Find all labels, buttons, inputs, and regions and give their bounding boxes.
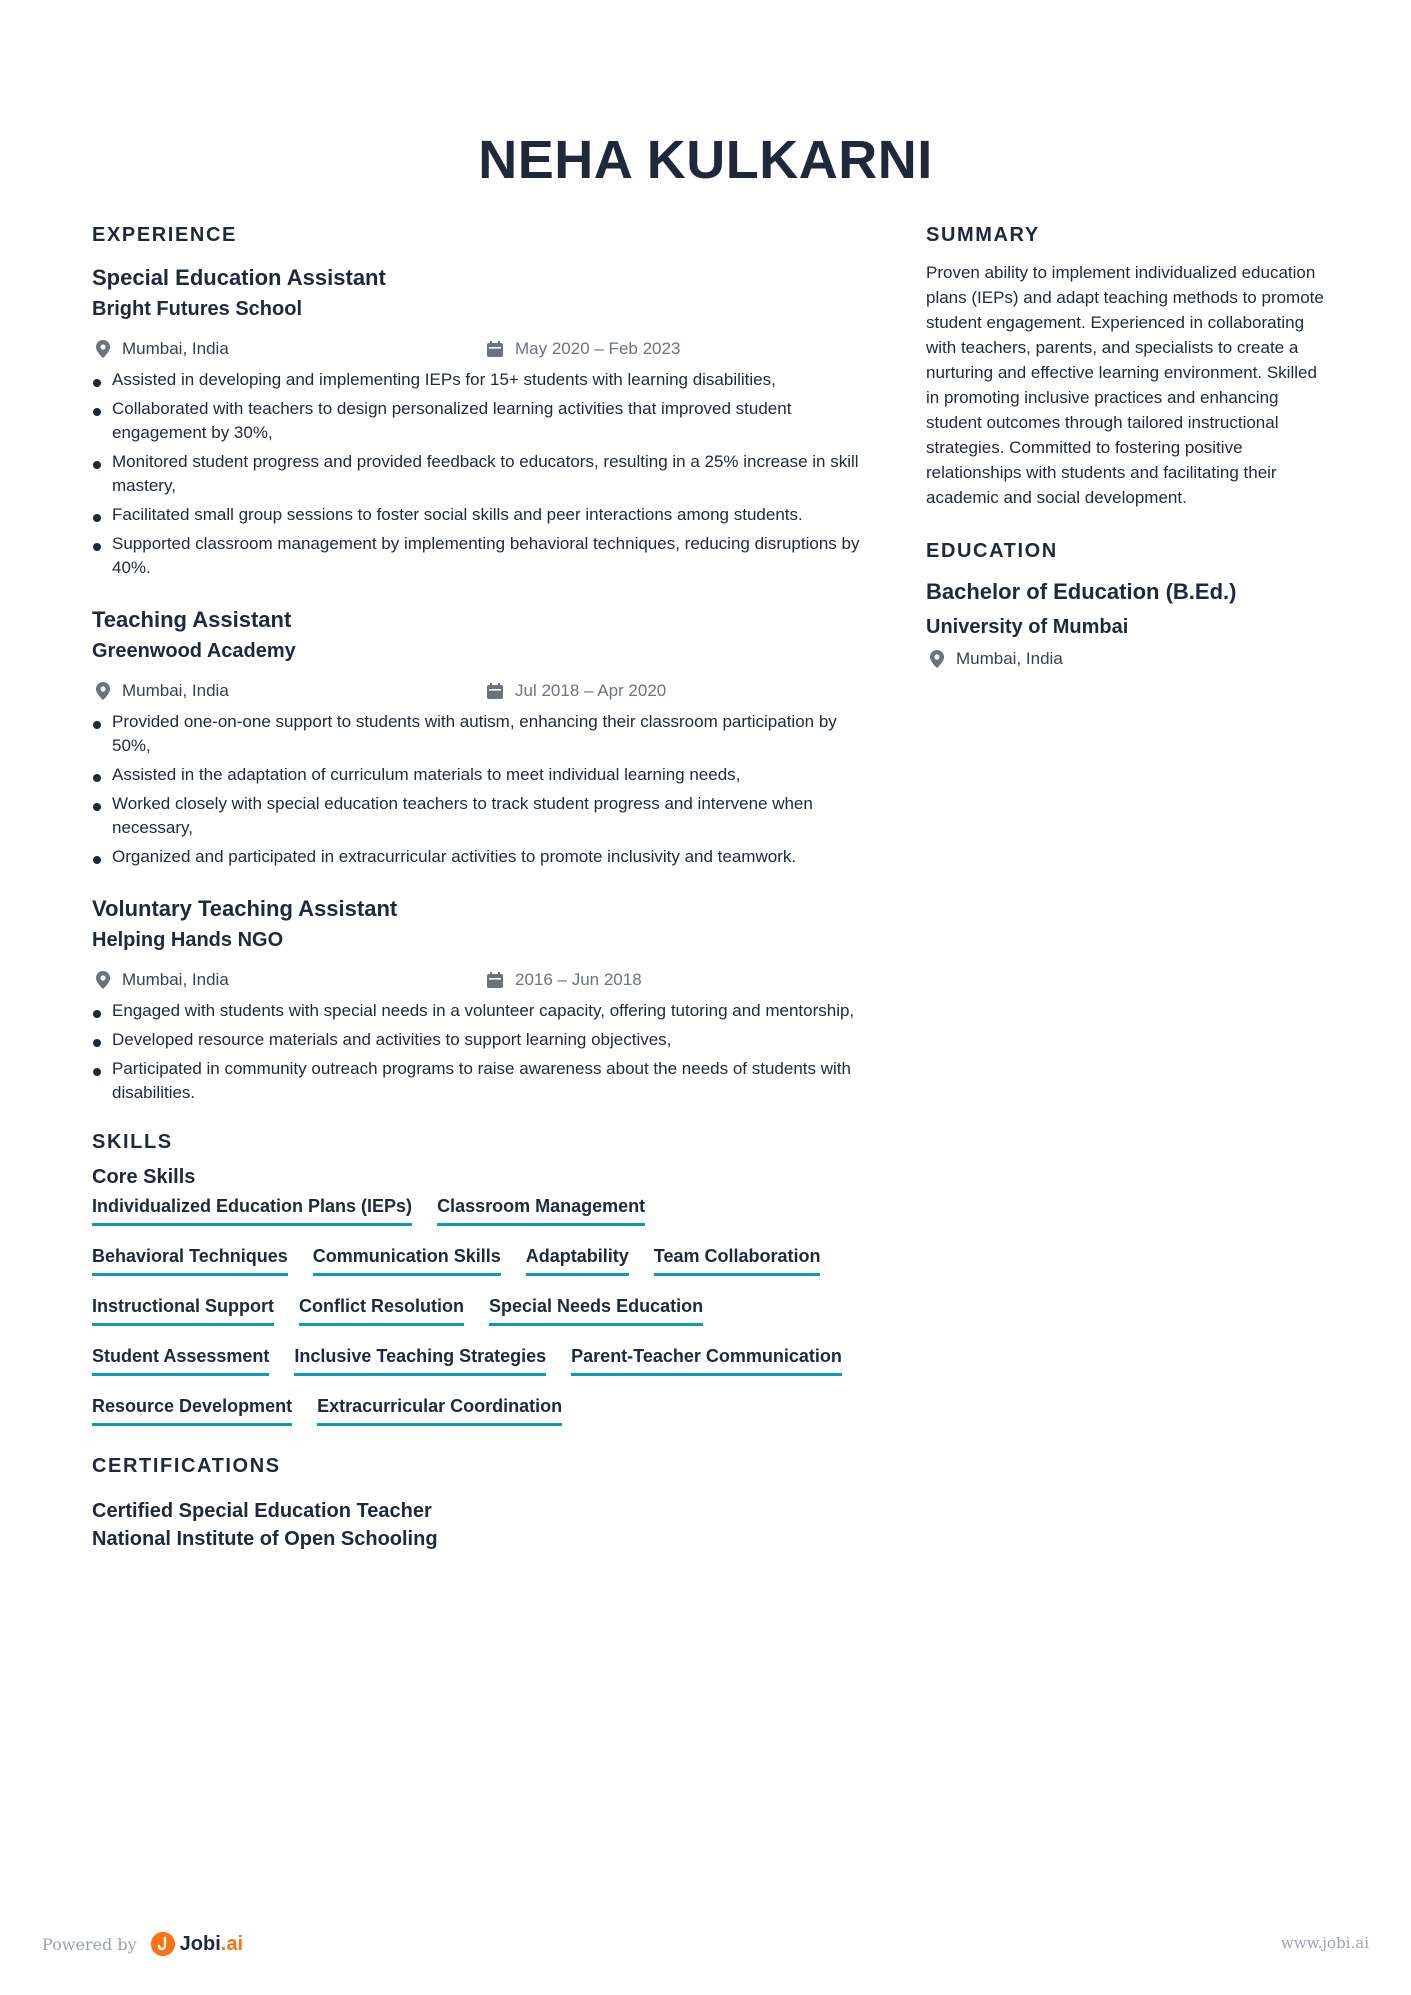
job-location-text: Mumbai, India [122,681,229,700]
skill-chip: Extracurricular Coordination [317,1393,562,1426]
job-company: Helping Hands NGO [92,929,284,951]
powered-by-label: Powered by [42,1934,137,1954]
calendar-icon [487,341,503,357]
right-column [926,220,1326,672]
experience-heading: EXPERIENCE [92,224,237,246]
job-bullet: Monitored student progress and provided feedback to educators, resulting in a 25% increase in skill mastery, [92,450,872,498]
job-location-text: Mumbai, India [122,339,229,358]
logo-main: Jobi [179,1932,221,1955]
skill-chip: Instructional Support [92,1293,274,1326]
skills-heading: SKILLS [92,1131,173,1153]
job-bullet: Assisted in the adaptation of curriculum materials to meet individual learning needs, [92,763,872,787]
job-location [92,339,487,359]
job-bullet: Engaged with students with special needs in a volunteer capacity, offering tutoring and mentorship, [92,999,872,1023]
job-dates [487,681,666,701]
job-dates [487,970,642,990]
job-bullet: Collaborated with teachers to design personalized learning activities that improved student engagement by 30%, [92,397,872,445]
jobi-logo-text [180,1933,243,1956]
skill-chip: Adaptability [526,1243,629,1276]
summary-heading: SUMMARY [926,224,1040,246]
job-entry [92,893,872,1105]
footer-url[interactable]: www.jobi.ai [1280,1934,1369,1952]
left-column [92,220,872,1553]
certification-issuer: National Institute of Open Schooling [92,1528,438,1550]
map-pin-icon [96,971,110,989]
certification-name: Certified Special Education Teacher [92,1500,432,1522]
education-location-text: Mumbai, India [956,649,1063,668]
job-entry [92,262,872,580]
skills-list [92,1193,872,1443]
job-meta [92,967,872,993]
job-dates-text: 2016 – Jun 2018 [515,970,642,989]
skill-chip: Conflict Resolution [299,1293,464,1326]
candidate-name: NEHA KULKARNI [478,130,933,190]
skill-chip: Behavioral Techniques [92,1243,288,1276]
job-bullets [92,999,872,1105]
job-meta [92,336,872,362]
job-bullets [92,710,872,869]
calendar-icon [487,683,503,699]
skill-chip: Team Collaboration [654,1243,821,1276]
map-pin-icon [930,650,944,668]
job-bullet: Assisted in developing and implementing IEPs for 15+ students with learning disabilities, [92,368,872,392]
job-location [92,681,487,701]
skills-section [92,1127,872,1443]
education-degree: Bachelor of Education (B.Ed.) [926,579,1237,604]
job-location-text: Mumbai, India [122,970,229,989]
skills-subheading: Core Skills [92,1166,196,1188]
skill-chip: Classroom Management [437,1193,645,1226]
job-entry [92,604,872,869]
job-bullet: Facilitated small group sessions to foster social skills and peer interactions among students. [92,503,872,527]
skill-chip: Resource Development [92,1393,292,1426]
job-title: Teaching Assistant [92,607,292,632]
logo-accent: .ai [220,1932,244,1955]
job-bullets [92,368,872,580]
skill-chip: Individualized Education Plans (IEPs) [92,1193,412,1226]
job-dates-text: May 2020 – Feb 2023 [515,339,681,358]
skill-chip: Inclusive Teaching Strategies [294,1343,546,1376]
job-location [92,970,487,990]
summary-text: Proven ability to implement individualized education plans (IEPs) and adapt teaching methods to promote student engagement. Experienced in collaborating with teachers, parents, and specialists to create a nurturing and effective learning environment. Skilled in promoting inclusive practices and enhancing student outcomes through tailored instructional strategies. Committed to fostering positive relationships with students and facilitating their academic and social development. [926,263,1324,507]
jobi-logo-icon [151,1932,175,1956]
job-company: Bright Futures School [92,298,302,320]
job-bullet: Developed resource materials and activities to support learning objectives, [92,1028,872,1052]
job-bullet: Participated in community outreach programs to raise awareness about the needs of students with disabilities. [92,1057,872,1105]
certification-entry [92,1497,872,1553]
certifications-section [92,1451,872,1553]
skill-chip: Student Assessment [92,1343,269,1376]
job-company: Greenwood Academy [92,640,296,662]
job-dates [487,339,680,359]
job-meta [92,678,872,704]
education-heading: EDUCATION [926,540,1058,562]
job-bullet: Organized and participated in extracurricular activities to promote inclusivity and teamwork. [92,845,872,869]
job-bullet: Provided one-on-one support to students with autism, enhancing their classroom participation by 50%, [92,710,872,758]
job-title: Voluntary Teaching Assistant [92,896,398,921]
skill-chip: Communication Skills [313,1243,501,1276]
calendar-icon [487,972,503,988]
job-bullet: Worked closely with special education teachers to track student progress and intervene when necessary, [92,792,872,840]
skill-chip: Parent-Teacher Communication [571,1343,842,1376]
education-location [926,646,1326,672]
job-title: Special Education Assistant [92,265,386,290]
powered-by[interactable] [42,1932,243,1956]
job-dates-text: Jul 2018 – Apr 2020 [515,681,667,700]
education-school: University of Mumbai [926,616,1129,638]
certifications-heading: CERTIFICATIONS [92,1455,281,1477]
skill-chip: Special Needs Education [489,1293,703,1326]
map-pin-icon [96,340,110,358]
job-bullet: Supported classroom management by implementing behavioral techniques, reducing disruptions by 40%. [92,532,872,580]
map-pin-icon [96,682,110,700]
